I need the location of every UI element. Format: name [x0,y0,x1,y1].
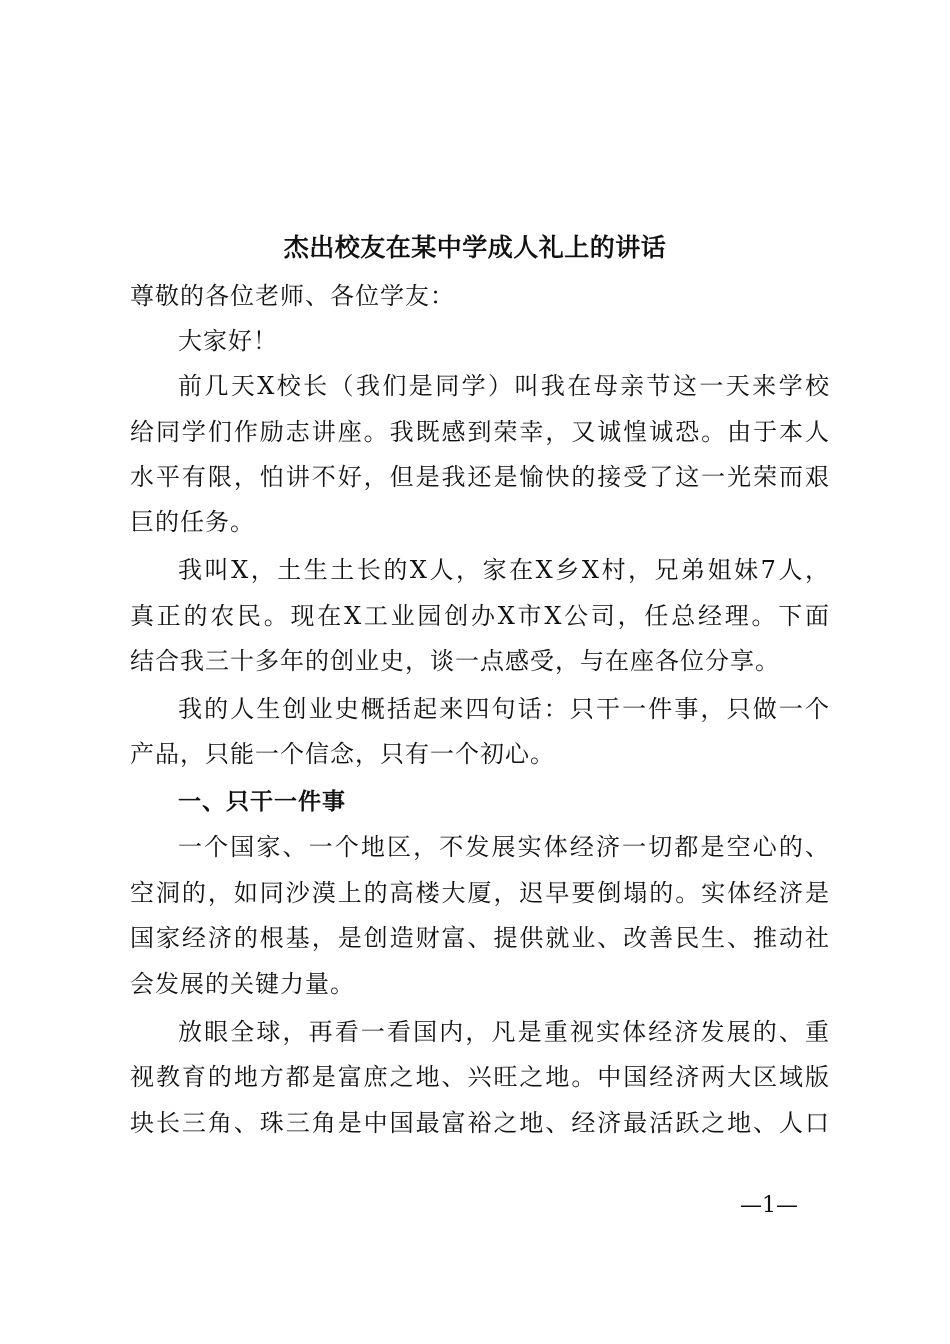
paragraph-line: 前几天X校长（我们是同学）叫我在母亲节这一天来学校 [178,372,830,400]
paragraph-line: 真正的农民。现在X工业园创办X市X公司，任总经理。下面 [130,602,830,630]
page-number: —1— [740,1193,798,1218]
paragraph-line: 结合我三十多年的创业史，谈一点感受，与在座各位分享。 [130,647,780,675]
paragraph-line: 会发展的关键力量。 [130,970,355,998]
paragraph-line: 产品，只能一个信念，只有一个初心。 [130,740,555,768]
paragraph-line: 我叫X，土生土长的X人，家在X乡X村，兄弟姐妹7人， [178,556,830,584]
paragraph-line: 空洞的，如同沙漠上的高楼大厦，迟早要倒塌的。实体经济是 [130,879,830,907]
paragraph-line: 块长三角、珠三角是中国最富裕之地、经济最活跃之地、人口 [130,1109,830,1137]
paragraph-line: 水平有限，怕讲不好，但是我还是愉快的接受了这一光荣而艰 [130,463,830,491]
greeting: 大家好！ [178,327,278,355]
salutation: 尊敬的各位老师、各位学友： [130,282,455,310]
paragraph-line: 我的人生创业史概括起来四句话：只干一件事，只做一个 [178,695,830,723]
paragraph-line: 给同学们作励志讲座。我既感到荣幸，又诚惶诚恐。由于本人 [130,418,830,446]
section-heading: 一、只干一件事 [178,789,346,815]
paragraph-line: 国家经济的根基，是创造财富、提供就业、改善民生、推动社 [130,924,830,952]
document-title: 杰出校友在某中学成人礼上的讲话 [283,233,667,262]
paragraph-line: 放眼全球，再看一看国内，凡是重视实体经济发展的、重 [178,1018,830,1046]
paragraph-line: 巨的任务。 [130,508,255,536]
paragraph-line: 视教育的地方都是富庶之地、兴旺之地。中国经济两大区域版 [130,1063,830,1091]
paragraph-line: 一个国家、一个地区，不发展实体经济一切都是空心的、 [178,833,830,861]
